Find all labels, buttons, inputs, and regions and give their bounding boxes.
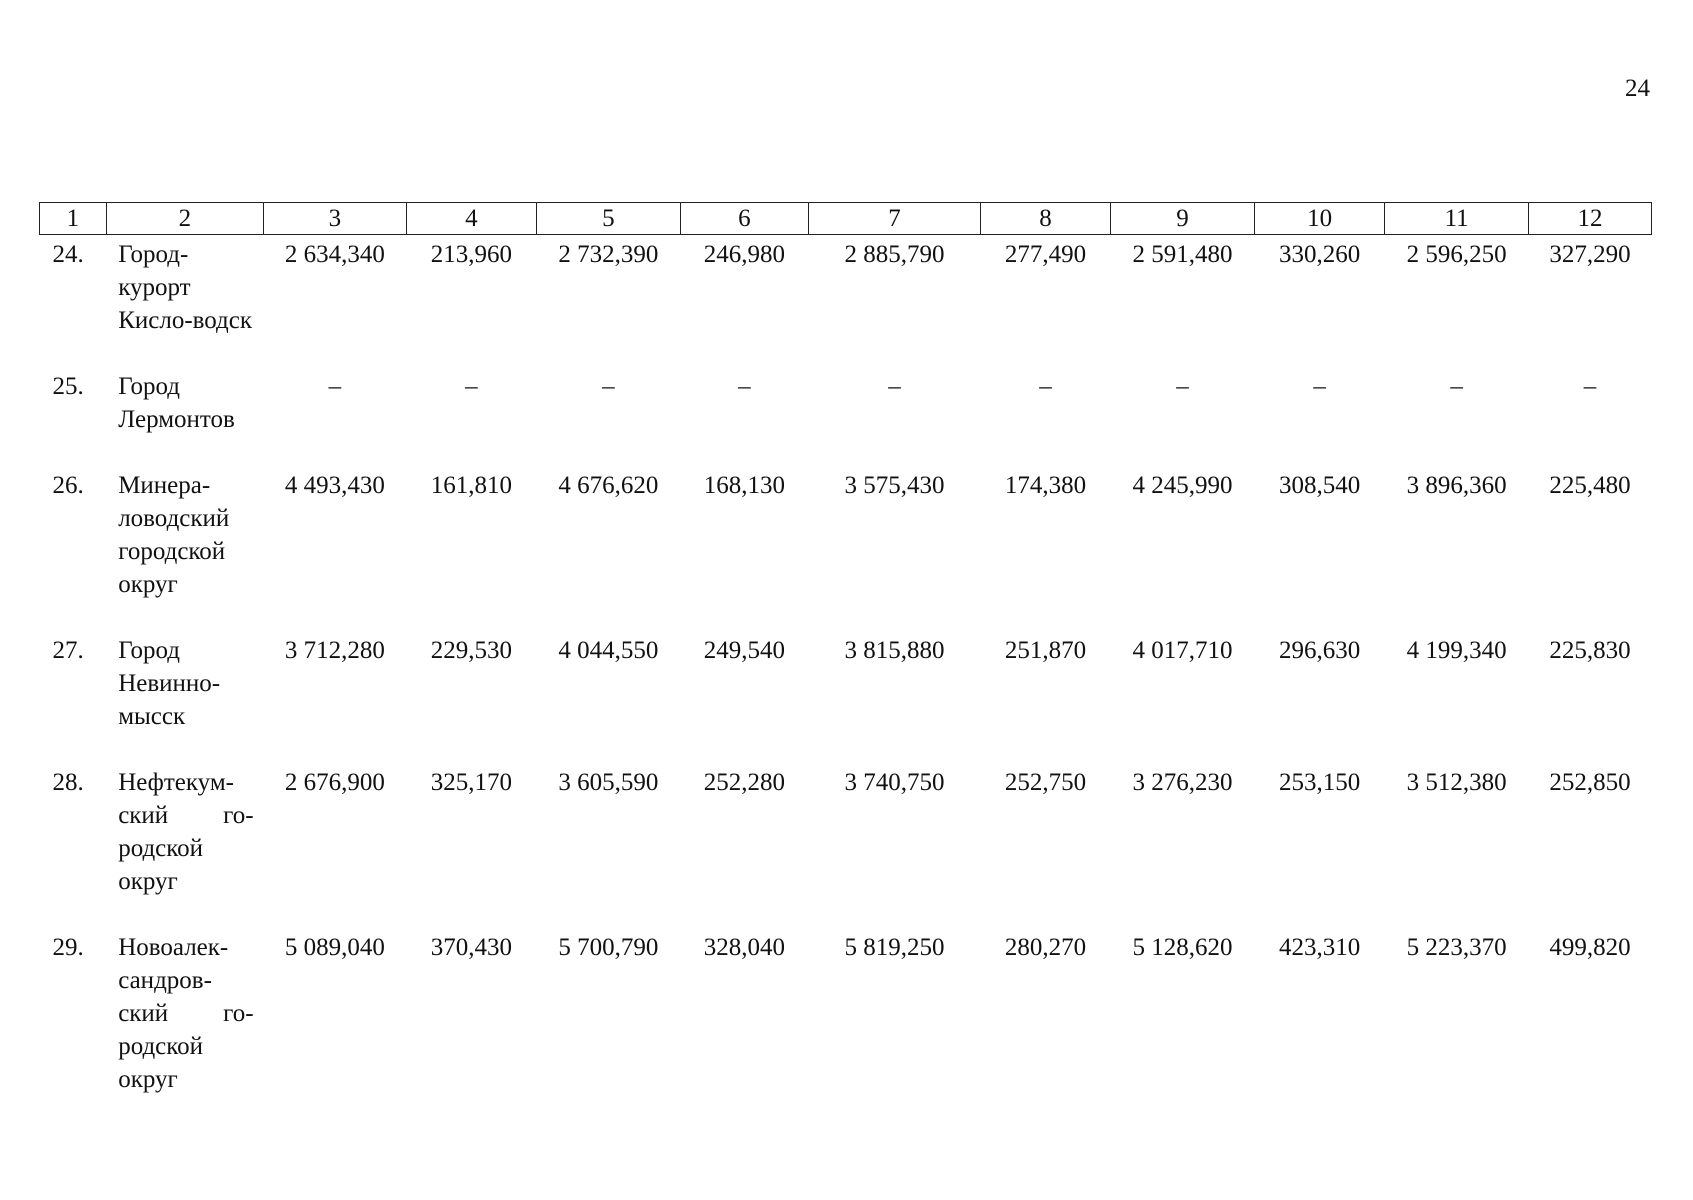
value-cell: 280,270 bbox=[1004, 934, 1087, 961]
value-cell: 5 089,040 bbox=[284, 934, 385, 961]
table-row bbox=[40, 631, 1652, 763]
municipality-name: Город Лермонтов bbox=[118, 373, 235, 433]
value-cell: 174,380 bbox=[1004, 472, 1087, 499]
value-cell: 328,040 bbox=[703, 934, 786, 961]
value-cell: – bbox=[888, 373, 901, 400]
value-cell: 3 512,380 bbox=[1406, 769, 1507, 796]
value-cell: 161,810 bbox=[430, 472, 513, 499]
value-cell: 252,750 bbox=[1004, 769, 1087, 796]
table-row bbox=[40, 928, 1652, 1126]
value-cell: 4 493,430 bbox=[284, 472, 385, 499]
column-header: 10 bbox=[1254, 203, 1384, 235]
value-cell: 252,850 bbox=[1549, 769, 1631, 796]
value-cell: 2 676,900 bbox=[284, 769, 385, 796]
value-cell: 3 605,590 bbox=[558, 769, 659, 796]
column-number-header-row bbox=[40, 203, 1652, 235]
table-row bbox=[40, 367, 1652, 466]
value-cell: – bbox=[1450, 373, 1463, 400]
value-cell: 3 575,430 bbox=[844, 472, 945, 499]
column-header: 12 bbox=[1529, 203, 1652, 235]
value-cell: 327,290 bbox=[1549, 241, 1631, 268]
value-cell: 499,820 bbox=[1549, 934, 1631, 961]
value-cell: 3 815,880 bbox=[844, 637, 945, 664]
municipality-name: Минера-ловодский городской округ bbox=[118, 472, 230, 598]
value-cell: 3 276,230 bbox=[1132, 769, 1233, 796]
value-cell: 3 712,280 bbox=[284, 637, 385, 664]
value-cell: 2 732,390 bbox=[558, 241, 659, 268]
value-cell: 370,430 bbox=[430, 934, 513, 961]
value-cell: – bbox=[1313, 373, 1326, 400]
column-header: 7 bbox=[808, 203, 980, 235]
column-header: 4 bbox=[406, 203, 536, 235]
value-cell: – bbox=[1176, 373, 1189, 400]
value-cell: 225,480 bbox=[1549, 472, 1631, 499]
column-header: 3 bbox=[264, 203, 407, 235]
municipality-name: Новоалек-сандров-ский го-родской округ bbox=[118, 934, 254, 1093]
value-cell: 5 700,790 bbox=[558, 934, 659, 961]
value-cell: 330,260 bbox=[1278, 241, 1361, 268]
value-cell: 423,310 bbox=[1278, 934, 1361, 961]
value-cell: 225,830 bbox=[1549, 637, 1631, 664]
value-cell: – bbox=[602, 373, 615, 400]
value-cell: 4 245,990 bbox=[1132, 472, 1233, 499]
value-cell: 4 676,620 bbox=[558, 472, 659, 499]
column-header: 5 bbox=[537, 203, 681, 235]
row-index: 27. bbox=[52, 637, 84, 664]
value-cell: 249,540 bbox=[703, 637, 786, 664]
value-cell: 4 017,710 bbox=[1132, 637, 1233, 664]
value-cell: 5 128,620 bbox=[1132, 934, 1233, 961]
column-header: 2 bbox=[106, 203, 263, 235]
column-header: 8 bbox=[980, 203, 1110, 235]
row-index: 25. bbox=[52, 373, 84, 400]
value-cell: 3 896,360 bbox=[1406, 472, 1507, 499]
value-cell: 253,150 bbox=[1278, 769, 1361, 796]
value-cell: 4 044,550 bbox=[558, 637, 659, 664]
value-cell: 308,540 bbox=[1278, 472, 1361, 499]
value-cell: 3 740,750 bbox=[844, 769, 945, 796]
value-cell: 296,630 bbox=[1278, 637, 1361, 664]
column-header: 6 bbox=[680, 203, 808, 235]
value-cell: 229,530 bbox=[430, 637, 513, 664]
value-cell: – bbox=[328, 373, 342, 400]
value-cell: 168,130 bbox=[703, 472, 786, 499]
value-cell: – bbox=[1583, 373, 1597, 400]
column-header: 11 bbox=[1385, 203, 1529, 235]
page-number: 24 bbox=[1625, 75, 1650, 102]
row-index: 26. bbox=[52, 472, 84, 499]
value-cell: 277,490 bbox=[1004, 241, 1087, 268]
data-table bbox=[39, 202, 1652, 1126]
value-cell: 4 199,340 bbox=[1406, 637, 1507, 664]
value-cell: 5 223,370 bbox=[1406, 934, 1507, 961]
value-cell: 213,960 bbox=[430, 241, 513, 268]
table-row bbox=[40, 466, 1652, 631]
municipality-name: Город Невинно-мысск bbox=[118, 637, 221, 730]
value-cell: 2 634,340 bbox=[284, 241, 385, 268]
value-cell: 2 591,480 bbox=[1132, 241, 1233, 268]
value-cell: 325,170 bbox=[430, 769, 513, 796]
value-cell: 2 596,250 bbox=[1406, 241, 1507, 268]
value-cell: 246,980 bbox=[703, 241, 786, 268]
value-cell: 5 819,250 bbox=[844, 934, 945, 961]
column-header: 1 bbox=[40, 203, 107, 235]
municipality-name: Город-курорт Кисло-водск bbox=[118, 241, 253, 334]
row-index: 29. bbox=[52, 934, 84, 961]
value-cell: – bbox=[738, 373, 751, 400]
value-cell: 251,870 bbox=[1004, 637, 1087, 664]
value-cell: 252,280 bbox=[703, 769, 786, 796]
value-cell: 2 885,790 bbox=[844, 241, 945, 268]
value-cell: – bbox=[1039, 373, 1052, 400]
row-index: 24. bbox=[52, 241, 84, 268]
municipality-name: Нефтекум-ский го-родской округ bbox=[118, 769, 254, 895]
table-row bbox=[40, 235, 1652, 368]
column-header: 9 bbox=[1111, 203, 1255, 235]
row-index: 28. bbox=[52, 769, 84, 796]
table-row bbox=[40, 763, 1652, 928]
value-cell: – bbox=[465, 373, 478, 400]
